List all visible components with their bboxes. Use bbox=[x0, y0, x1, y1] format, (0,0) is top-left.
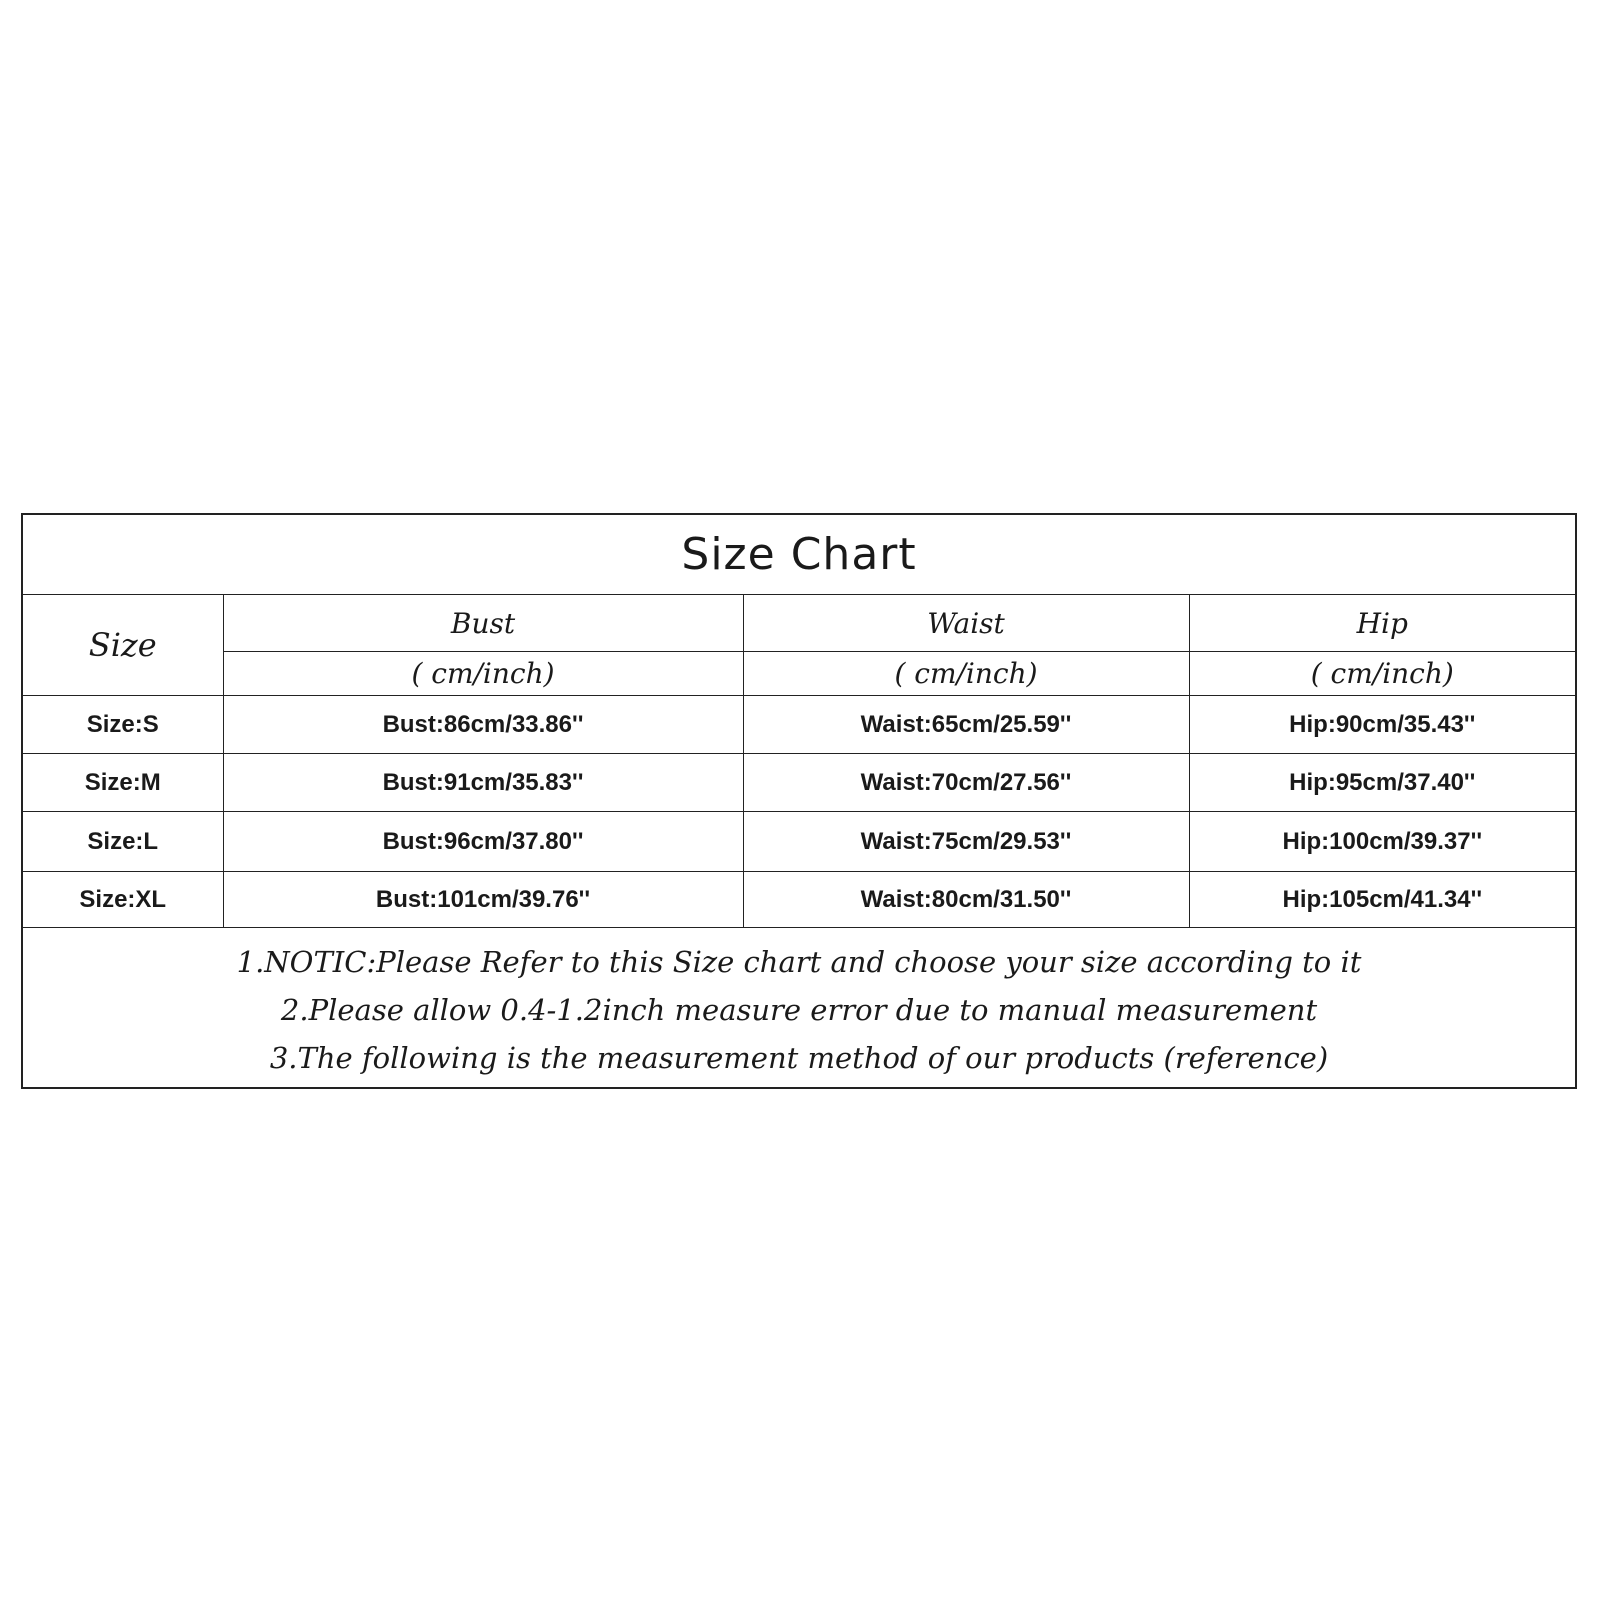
waist-cell: Waist:65cm/25.59'' bbox=[743, 696, 1189, 754]
size-chart-table bbox=[21, 513, 1577, 1089]
hip-column-header: Hip bbox=[1189, 595, 1575, 652]
table-row bbox=[23, 696, 1575, 754]
hip-cell: Hip:95cm/37.40'' bbox=[1189, 754, 1575, 812]
hip-cell: Hip:105cm/41.34'' bbox=[1189, 872, 1575, 928]
waist-cell: Waist:70cm/27.56'' bbox=[743, 754, 1189, 812]
bust-cell: Bust:96cm/37.80'' bbox=[223, 812, 743, 872]
header-row bbox=[23, 595, 1575, 652]
note-2: 2.Please allow 0.4-1.2inch measure error due to manual measurement bbox=[280, 993, 1318, 1027]
unit-row bbox=[23, 652, 1575, 696]
chart-title: Size Chart bbox=[23, 515, 1575, 595]
table-row bbox=[23, 812, 1575, 872]
size-cell: Size:S bbox=[23, 696, 223, 754]
bust-cell: Bust:86cm/33.86'' bbox=[223, 696, 743, 754]
size-cell: Size:M bbox=[23, 754, 223, 812]
size-column-header: Size bbox=[23, 595, 223, 696]
title-row bbox=[23, 515, 1575, 595]
waist-unit-label: ( cm/inch) bbox=[743, 652, 1189, 696]
bust-unit-label: ( cm/inch) bbox=[223, 652, 743, 696]
size-cell: Size:L bbox=[23, 812, 223, 872]
waist-cell: Waist:80cm/31.50'' bbox=[743, 872, 1189, 928]
waist-cell: Waist:75cm/29.53'' bbox=[743, 812, 1189, 872]
notes-row bbox=[23, 928, 1575, 1093]
waist-column-header: Waist bbox=[743, 595, 1189, 652]
hip-unit-label: ( cm/inch) bbox=[1189, 652, 1575, 696]
notes-section bbox=[23, 928, 1575, 1093]
hip-cell: Hip:100cm/39.37'' bbox=[1189, 812, 1575, 872]
size-cell: Size:XL bbox=[23, 872, 223, 928]
hip-cell: Hip:90cm/35.43'' bbox=[1189, 696, 1575, 754]
bust-column-header: Bust bbox=[223, 595, 743, 652]
bust-cell: Bust:101cm/39.76'' bbox=[223, 872, 743, 928]
size-table bbox=[23, 515, 1575, 1092]
table-row bbox=[23, 754, 1575, 812]
note-1: 1.NOTIC:Please Refer to this Size chart and choose your size according to it bbox=[236, 945, 1362, 979]
bust-cell: Bust:91cm/35.83'' bbox=[223, 754, 743, 812]
table-row bbox=[23, 872, 1575, 928]
note-3: 3.The following is the measurement method of our products (reference) bbox=[269, 1041, 1329, 1075]
